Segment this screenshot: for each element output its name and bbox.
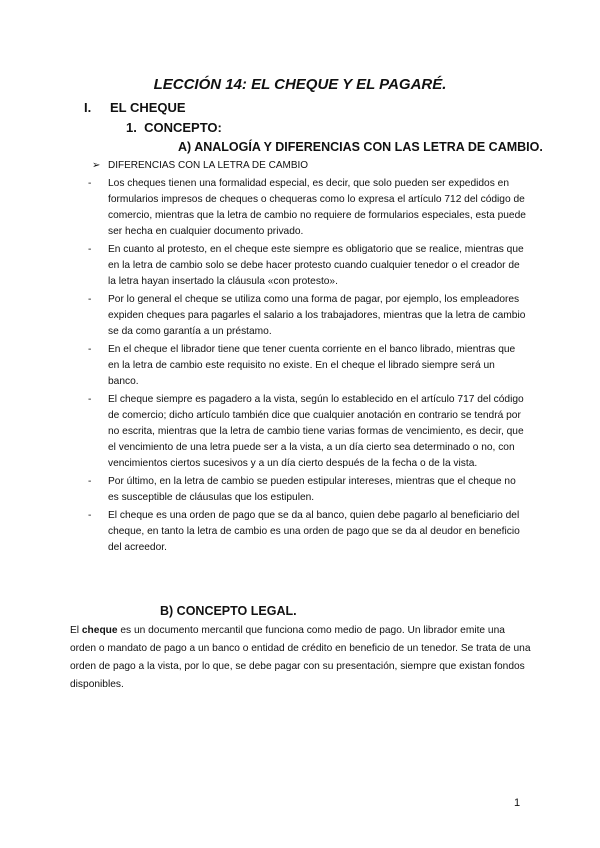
list-item-text: El cheque siempre es pagadero a la vista, según lo establecido en el artículo 717 del código de comercio; dicho artículo también dice que cualquier anotación en contrario se tendrá por no escrita, mientras que la letra de cambio tiene varias formas de vencimiento, es decir, que el vencimiento de una letra puede ser a la vista, a un día cierto sea determinado o no, con vencimientos ciertos sucesivos y a un día cierto después de la fecha o de la vista. (108, 394, 524, 469)
paragraph-prefix: El (70, 625, 82, 636)
list-item (88, 292, 528, 340)
differences-list (88, 176, 528, 558)
bold-term: cheque (81, 625, 118, 636)
dash-bullet-icon: - (88, 394, 92, 405)
dash-bullet-icon: - (88, 344, 92, 355)
dash-bullet-icon: - (88, 294, 92, 305)
list-item-text: Por último, en la letra de cambio se pueden estipular intereses, mientras que el cheque no es susceptible de cláusulas que los estipulen. (108, 476, 516, 503)
lesson-title: LECCIÓN 14: EL CHEQUE Y EL PAGARÉ. (153, 76, 447, 93)
heading-analogy: A) ANALOGÍA Y DIFERENCIAS CON LAS LETRA DE CAMBIO. (178, 140, 543, 154)
dash-bullet-icon: - (88, 476, 92, 487)
list-item-text: En el cheque el librador tiene que tener cuenta corriente en el banco librado, mientras que en la letra de cambio este requisito no existe. En el cheque el librado siempre será un banco. (108, 344, 516, 387)
paragraph-rest: es un documento mercantil que funciona como medio de pago. Un librador emite una orden o mandato de pago a un banco o entidad de crédito en beneficio de un tenedor. Se trata de una orden de pago a la vista, por lo que, se debe pagar con su presentación, siempre que existan fondos disponibles. (70, 625, 531, 690)
list-item-text: En cuanto al protesto, en el cheque este siempre es obligatorio que se realice, mientras que en la letra de cambio solo se debe hacer protesto cuando cualquier tenedor o el creador de la letra hayan insertado la cláusula «con protesto». (108, 244, 524, 287)
section-label: EL CHEQUE (110, 100, 186, 115)
list-item (88, 508, 528, 556)
dash-bullet-icon: - (88, 178, 92, 189)
list-item (88, 176, 528, 240)
differences-heading (92, 160, 308, 171)
list-item (88, 342, 528, 390)
dash-bullet-icon: - (88, 244, 92, 255)
section-heading (84, 100, 186, 115)
subsection-number: 1. (126, 120, 137, 135)
list-item-text: Los cheques tienen una formalidad especial, es decir, que solo pueden ser expedidos en formularios impresos de cheques o chequeras como lo expresa el artículo 712 del código de comercio, mientras que la letra de cambio no requiere de formularios especiales, esta puede ser hecha en cualquier documento privado. (108, 178, 526, 237)
section-number: I. (84, 100, 92, 115)
heading-legal-concept: B) CONCEPTO LEGAL. (160, 604, 297, 618)
dash-bullet-icon: - (88, 510, 92, 521)
subsection-heading (126, 120, 222, 135)
list-item (88, 242, 528, 290)
list-item-text: El cheque es una orden de pago que se da al banco, quien debe pagarlo al beneficiario del cheque, en tanto la letra de cambio es una orden de pago que se da al deudor en beneficio del acreedor. (108, 510, 520, 553)
arrow-bullet-icon: ➢ (92, 160, 101, 171)
list-item (88, 474, 528, 506)
legal-concept-paragraph (70, 622, 532, 694)
page-number: 1 (514, 797, 521, 809)
subsection-label: CONCEPTO: (144, 120, 222, 135)
list-item (88, 392, 528, 472)
list-item-text: Por lo general el cheque se utiliza como una forma de pagar, por ejemplo, los empleadores expiden cheques para pagarles el salario a los trabajadores, mientras que la letra de cambio se da como garantía a un préstamo. (108, 294, 526, 337)
differences-label: DIFERENCIAS CON LA LETRA DE CAMBIO (108, 160, 309, 171)
